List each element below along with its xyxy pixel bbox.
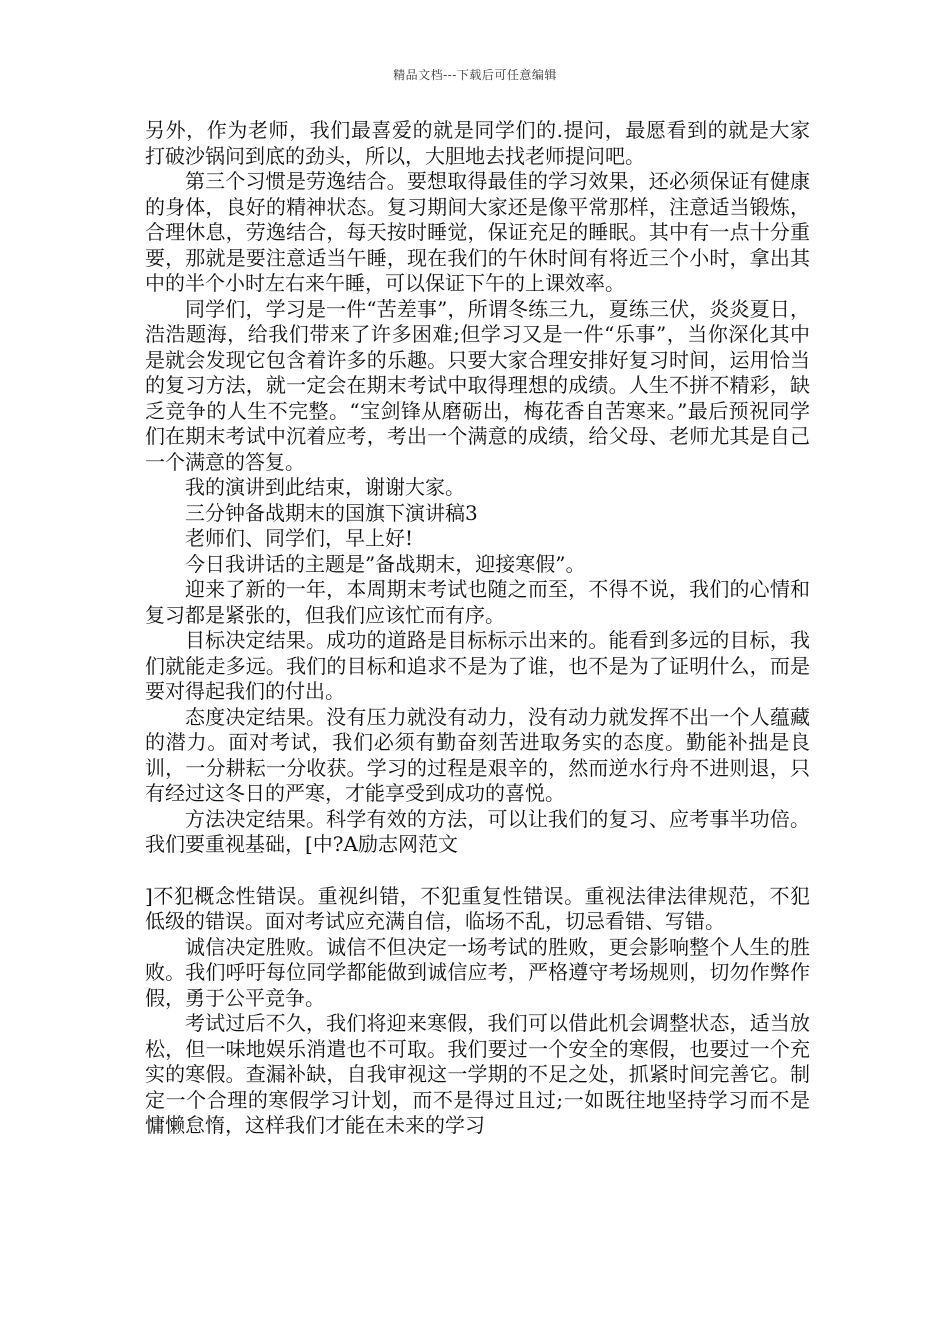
paragraph-gap — [145, 858, 810, 884]
page-header: 精品文档---下载后可任意编辑 — [393, 68, 557, 82]
document-body — [145, 118, 810, 1139]
greeting: 老师们、同学们，早上好! — [185, 526, 414, 550]
paragraph: 第三个习惯是劳逸结合。要想取得最佳的学习效果，还必须保证有健康的身体，良好的精神状态。复习期间大家还是像平常那样，注意适当锻炼，合理休息，劳逸结合，每天按时睡觉，保证充足的睡眠。其中有一点十分重要，那就是要注意适当午睡，现在我们的午休时间有将近三个小时，拿出其中的半个小时左右来午睡，可以保证下午的上课效率。 — [145, 169, 810, 295]
paragraph: 同学们，学习是一件“苦差事”，所谓冬练三九，夏练三伏，炎炎夏日，浩浩题海，给我们带来了许多困难;但学习又是一件“乐事”，当你深化其中是就会发现它包含着许多的乐趣。只要大家合理安排好复习时间，运用恰当的复习方法，就一定会在期末考试中取得理想的成绩。人生不拼不精彩，缺乏竞争的人生不完整。“宝剑锋从磨砺出，梅花香自苦寒来。”最后预祝同学们在期末考试中沉着应考，考出一个满意的成绩，给父母、老师尤其是自己一个满意的答复。 — [145, 296, 810, 474]
section-heading: 三分钟备战期末的国旗下演讲稿3 — [185, 500, 478, 525]
paragraph: 我的演讲到此结束，谢谢大家。 — [185, 475, 465, 499]
paragraph: ]不犯概念性错误。重视纠错，不犯重复性错误。重视法律法律规范，不犯低级的错误。面对考试应充满自信，临场不乱，切忌看错、写错。 — [145, 883, 810, 933]
paragraph: 态度决定结果。没有压力就没有动力，没有动力就发挥不出一个人蕴藏的潜力。面对考试，我们必须有勤奋刻苦进取务实的态度。勤能补拙是良训，一分耕耘一分收获。学习的过程是艰辛的，然而逆水行舟不进则退，只有经过这冬日的严寒，才能享受到成功的喜悦。 — [145, 704, 810, 805]
paragraph: 今日我讲话的主题是”备战期末，迎接寒假”。 — [185, 551, 586, 576]
paragraph: 目标决定结果。成功的道路是目标标示出来的。能看到多远的目标，我们就能走多远。我们的目标和追求不是为了谁，也不是为了证明什么，而是要对得起我们的付出。 — [145, 628, 810, 703]
paragraph: 考试过后不久，我们将迎来寒假，我们可以借此机会调整状态，适当放松，但一味地娱乐消遣也不可取。我们要过一个安全的寒假，也要过一个充实的寒假。查漏补缺，自我审视这一学期的不足之处，抓紧时间完善它。制定一个合理的寒假学习计划，而不是得过且过;一如既往地坚持学习而不是慵懒怠惰，这样我们才能在未来的学习 — [145, 1011, 810, 1137]
paragraph: 迎来了新的一年，本周期末考试也随之而至，不得不说，我们的心情和复习都是紧张的，但我们应该忙而有序。 — [145, 577, 810, 627]
paragraph: 另外，作为老师，我们最喜爱的就是同学们的.提问，最愿看到的就是大家打破沙锅问到底的劲头，所以，大胆地去找老师提问吧。 — [145, 118, 810, 168]
paragraph: 方法决定结果。科学有效的方法，可以让我们的复习、应考事半功倍。我们要重视基础，[中?A励志网范文 — [145, 806, 810, 856]
paragraph: 诚信决定胜败。诚信不但决定一场考试的胜败，更会影响整个人生的胜败。我们呼吁每位同学都能做到诚信应考，严格遵守考场规则，切勿作弊作假，勇于公平竞争。 — [145, 934, 810, 1010]
